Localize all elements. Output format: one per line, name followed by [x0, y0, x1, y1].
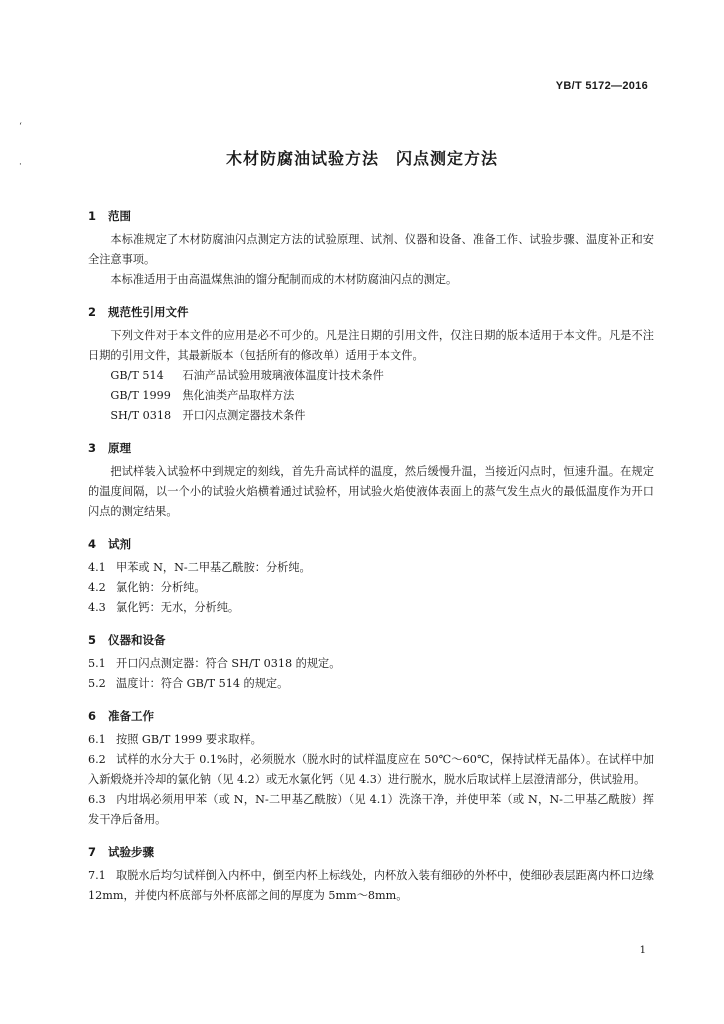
section-apparatus — [88, 630, 654, 694]
clause-text: 按照 GB/T 1999 要求取样。 — [116, 733, 262, 746]
section-number: 4 — [88, 537, 97, 551]
clause-item — [88, 790, 654, 830]
clause-text: 温度计：符合 GB/T 514 的规定。 — [116, 677, 289, 690]
clause-number: 4.3 — [88, 601, 106, 614]
clause-number: 7.1 — [88, 869, 106, 882]
section-preparation — [88, 706, 654, 830]
page-number: 1 — [639, 945, 646, 956]
clause-item — [88, 750, 654, 790]
section-title: 范围 — [108, 209, 131, 223]
section-title: 原理 — [108, 441, 131, 455]
reference-item — [88, 406, 654, 426]
paragraph: 本标准适用于由高温煤焦油的馏分配制而成的木材防腐油闪点的测定。 — [110, 273, 458, 286]
section-title: 准备工作 — [108, 709, 154, 723]
document-title: 木材防腐油试验方法 闪点测定方法 — [225, 149, 498, 168]
paragraph: 下列文件对于本文件的应用是必不可少的。凡是注日期的引用文件，仅注日期的版本适用于本文件。凡是不注日期的引用文件，其最新版本（包括所有的修改单）适用于本文件。 — [88, 329, 654, 362]
clause-item — [88, 598, 654, 618]
section-title: 规范性引用文件 — [108, 305, 189, 319]
clause-item — [88, 578, 654, 598]
reference-code: GB/T 1999 — [110, 389, 171, 402]
reference-title: 开口闪点测定器技术条件 — [182, 409, 306, 422]
section-reagents — [88, 534, 654, 618]
section-normative-references — [88, 302, 654, 426]
clause-text: 氯化钠：分析纯。 — [116, 581, 206, 594]
clause-number: 6.2 — [88, 753, 106, 766]
section-number: 6 — [88, 709, 97, 723]
section-title: 试验步骤 — [108, 845, 154, 859]
reference-code: SH/T 0318 — [110, 409, 172, 422]
paragraph: 把试样装入试验杯中到规定的刻线，首先升高试样的温度，然后缓慢升温，当接近闪点时，恒速升温。在规定的温度间隔，以一个小的试验火焰横着通过试验杯，用试验火焰使液体表面上的蒸气发生点火的最低温度作为开口闪点的测定结果。 — [88, 465, 654, 518]
section-number: 3 — [88, 441, 97, 455]
clause-text: 试样的水分大于 0.1%时，必须脱水（脱水时的试样温度应在 50℃～60℃，保持试样无晶体）。在试样中加入新煅烧并冷却的氯化钠（见 4.2）或无水氯化钙（见 4.3）进行脱水，脱水后取试样上层澄清部分，供试验用。 — [88, 753, 654, 786]
clause-item — [88, 674, 654, 694]
section-scope — [88, 206, 654, 290]
section-principle — [88, 438, 654, 522]
clause-text: 开口闪点测定器：符合 SH/T 0318 的规定。 — [116, 657, 341, 670]
section-heading — [88, 438, 654, 458]
clause-item — [88, 866, 654, 906]
clause-item — [88, 654, 654, 674]
standard-code: YB/T 5172—2016 — [555, 80, 648, 92]
clause-text: 甲苯或 N，N-二甲基乙酰胺：分析纯。 — [116, 561, 311, 574]
section-number: 5 — [88, 633, 97, 647]
section-heading — [88, 706, 654, 726]
section-heading — [88, 534, 654, 554]
section-number: 2 — [88, 305, 97, 319]
clause-number: 6.1 — [88, 733, 106, 746]
section-number: 7 — [88, 845, 97, 859]
clause-text: 取脱水后均匀试样倒入内杯中，倒至内杯上标线处，内杯放入装有细砂的外杯中，使细砂表层距离内杯口边缘 12mm，并使内杯底部与外杯底部之间的厚度为 5mm～8mm。 — [88, 869, 654, 902]
reference-title: 焦化油类产品取样方法 — [182, 389, 295, 402]
margin-mark: · — [19, 160, 22, 170]
clause-item — [88, 730, 654, 750]
reference-code: GB/T 514 — [110, 369, 164, 382]
document-body — [88, 206, 654, 906]
clause-item — [88, 558, 654, 578]
clause-text: 氯化钙：无水，分析纯。 — [116, 601, 240, 614]
clause-number: 5.2 — [88, 677, 106, 690]
section-title: 仪器和设备 — [108, 633, 166, 647]
margin-mark: ‘ — [19, 122, 22, 132]
clause-number: 4.2 — [88, 581, 106, 594]
clause-number: 6.3 — [88, 793, 106, 806]
section-heading — [88, 630, 654, 650]
section-number: 1 — [88, 209, 97, 223]
section-title: 试剂 — [108, 537, 131, 551]
paragraph: 本标准规定了木材防腐油闪点测定方法的试验原理、试剂、仪器和设备、准备工作、试验步骤、温度补正和安全注意事项。 — [88, 233, 654, 266]
section-heading — [88, 842, 654, 862]
clause-number: 4.1 — [88, 561, 106, 574]
section-heading — [88, 302, 654, 322]
reference-title: 石油产品试验用玻璃液体温度计技术条件 — [182, 369, 384, 382]
reference-item — [88, 366, 654, 386]
section-heading — [88, 206, 654, 226]
section-test-procedure — [88, 842, 654, 906]
clause-text: 内坩埚必须用甲苯（或 N，N-二甲基乙酰胺）（见 4.1）洗涤干净，并使甲苯（或 N，N-二甲基乙酰胺）挥发干净后备用。 — [88, 793, 654, 826]
reference-item — [88, 386, 654, 406]
clause-number: 5.1 — [88, 657, 106, 670]
